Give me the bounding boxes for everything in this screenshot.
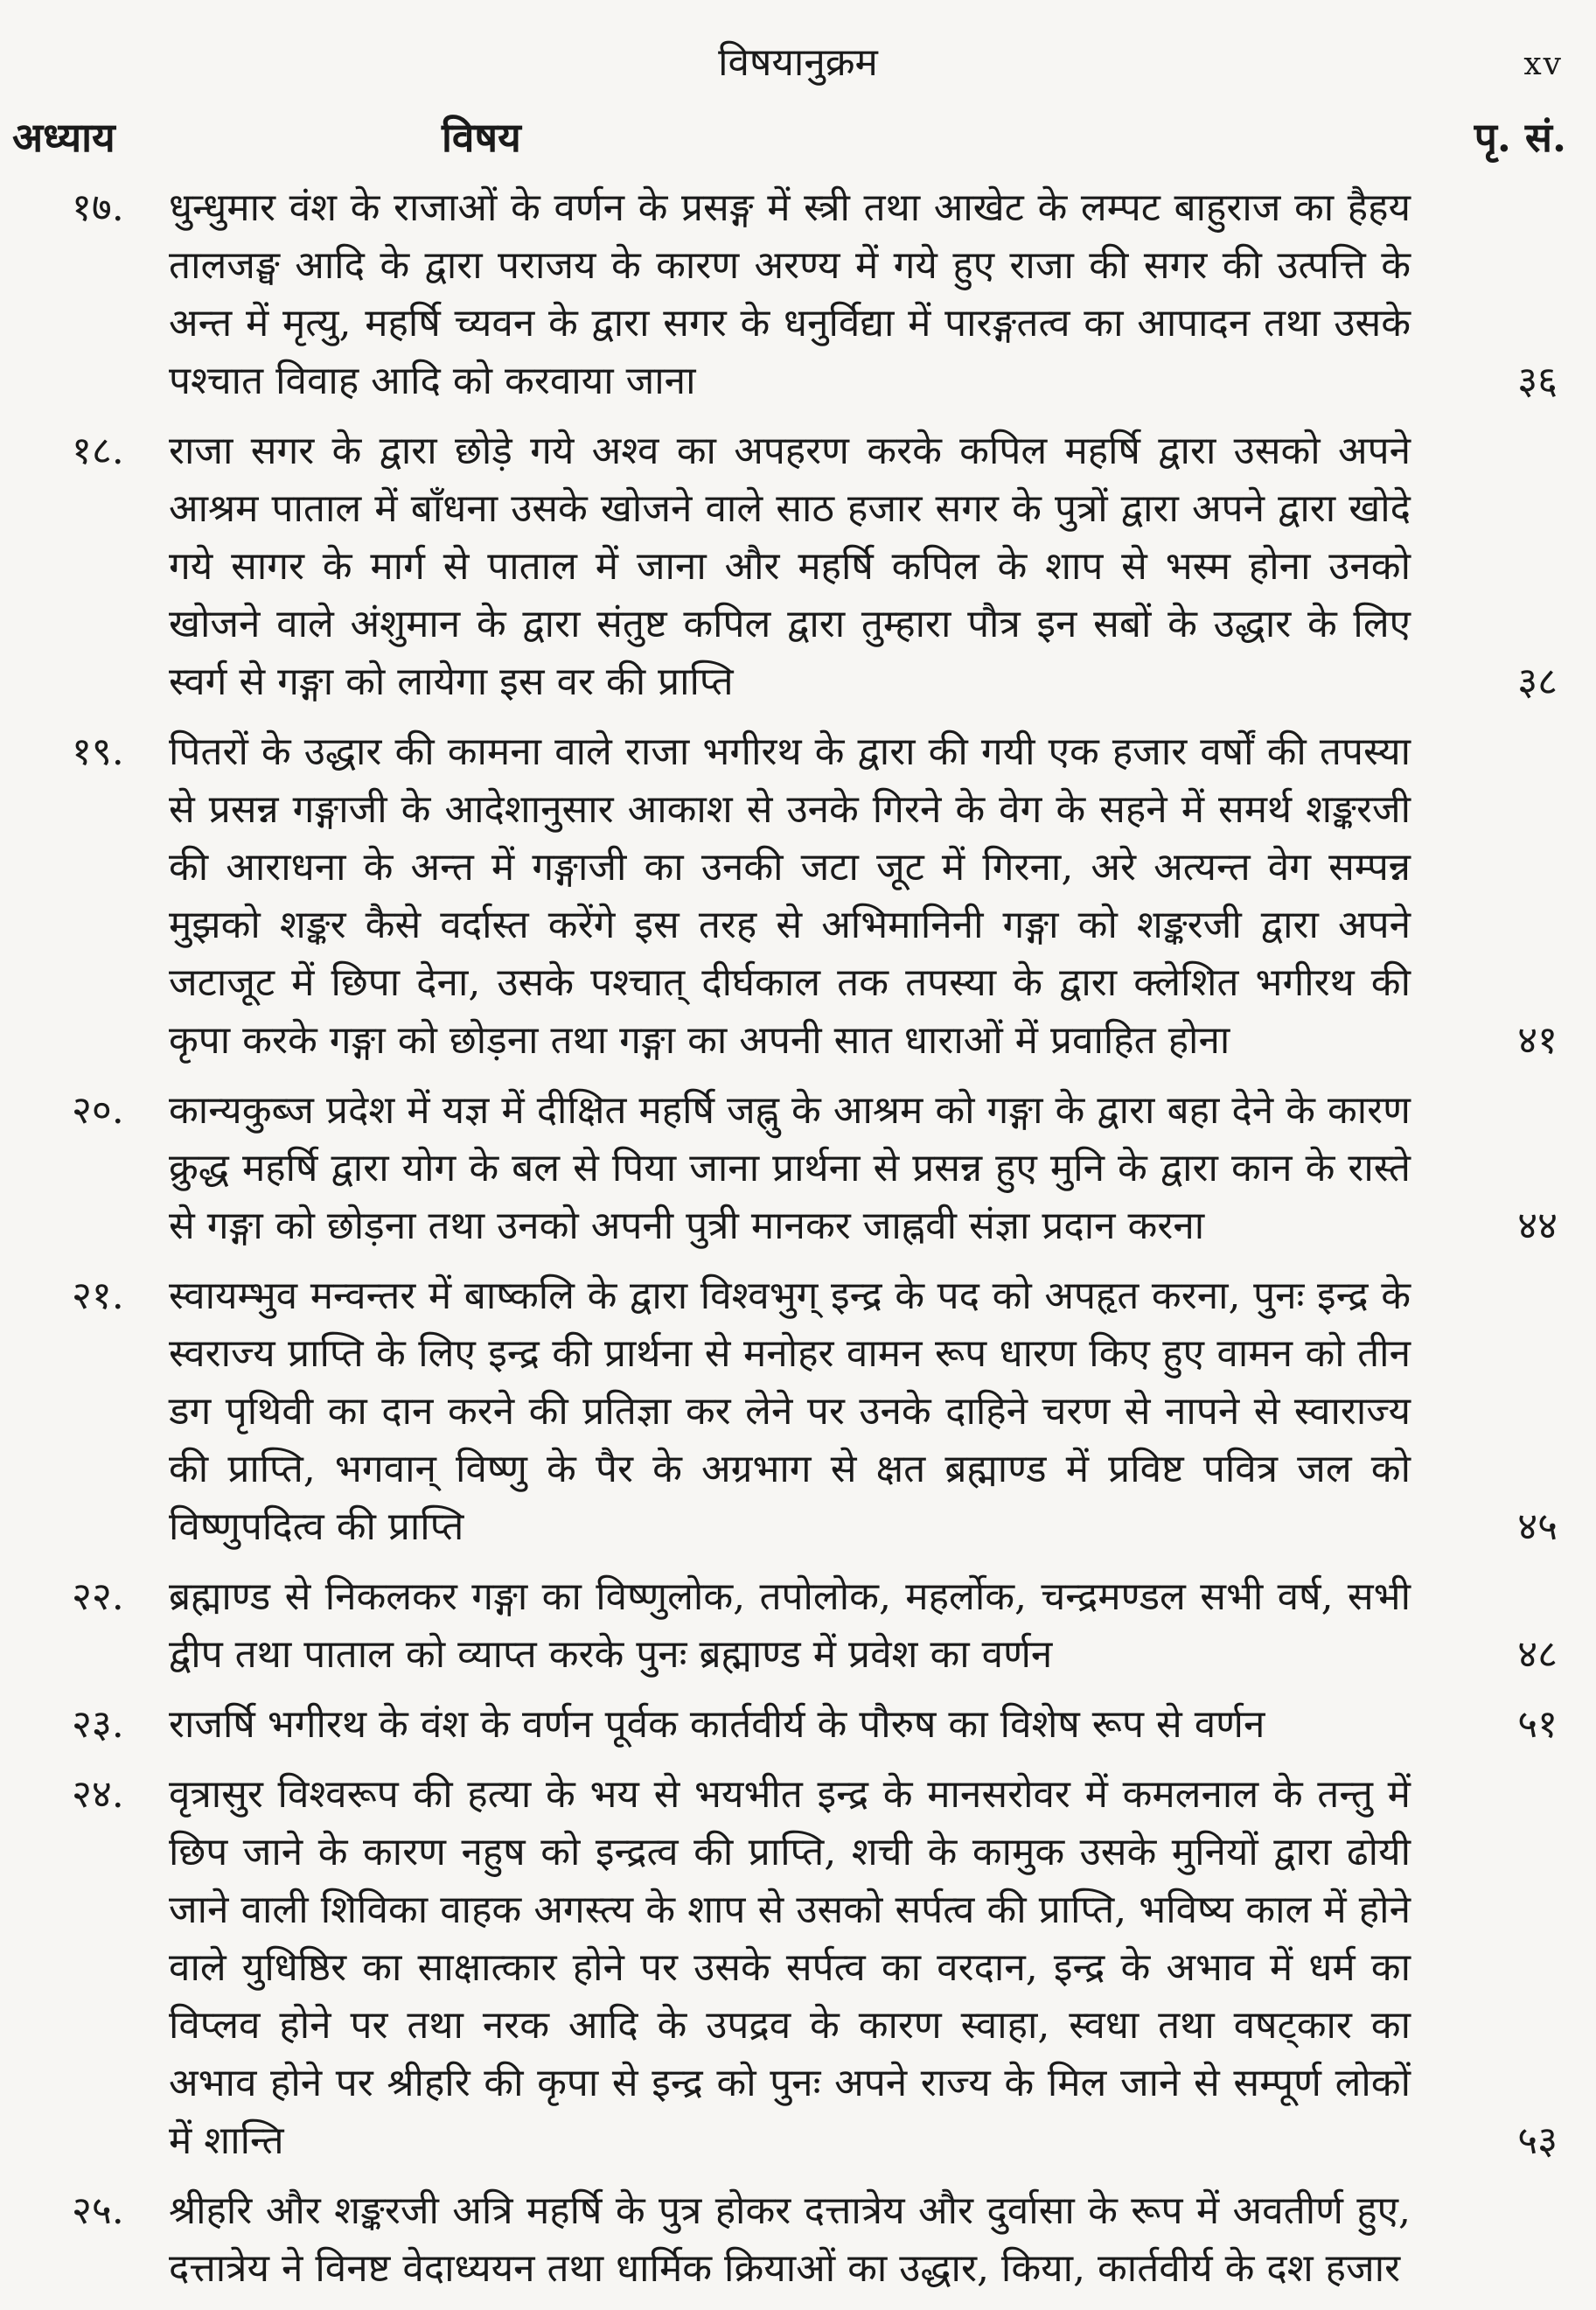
toc-entry [0, 723, 1596, 1070]
chapter-description: राजर्षि भगीरथ के वंश के वर्णन पूर्वक कार्तवीर्य के पौरुष का विशेष रूप से वर्णन [169, 1702, 1265, 1747]
chapter-description: वृत्रासुर विश्वरूप की हत्या के भय से भयभीत इन्द्र के मानसरोवर में कमलनाल के तन्तु में छिप जाने के कारण नहुष को इन्द्रत्व की प्राप्ति, शची के कामुक उसके मुनियों द्वारा ढोयी जाने वाली शिविका वाहक अगस्त्य के शाप से उसको सर्पत्व की प्राप्ति, भविष्य काल में होने वाले युधिष्ठिर का साक्षात्कार होने पर उसके सर्पत्व का वरदान, इन्द्र के अभाव में धर्म का विप्लव होने पर तथा नरक आदि के उपद्रव के कारण स्वाहा, स्वधा तथा वषट्कार का अभाव होने पर श्रीहरि की कृपा से इन्द्र को पुनः अपने राज्य के मिल जाने से सम्पूर्ण लोकों में शान्ति [169, 1772, 1411, 2163]
toc-entry [0, 1766, 1596, 2170]
toc-entry [0, 2182, 1596, 2298]
page-number: xv [1523, 46, 1563, 82]
header-subject: विषय [442, 114, 521, 161]
chapter-page-number: ४५ [1517, 1504, 1558, 1549]
chapter-number: १९. [72, 729, 124, 774]
chapter-description: कान्यकुब्ज प्रदेश में यज्ञ में दीक्षित महर्षि जह्नु के आश्रम को गङ्गा के द्वारा बहा देने के कारण क्रुद्ध महर्षि द्वारा योग के बल से पिया जाना प्रार्थना से प्रसन्न हुए मुनि के द्वारा कान के रास्ते से गङ्गा को छोड़ना तथा उनको अपनी पुत्री मानकर जाह्नवी संज्ञा प्रदान करना [169, 1088, 1411, 1248]
chapter-number: २१. [72, 1274, 124, 1318]
toc-entry [0, 1696, 1596, 1754]
chapter-page-number: ४४ [1517, 1204, 1558, 1248]
chapter-number: १८. [72, 429, 124, 473]
chapter-page-number: ५३ [1517, 2118, 1558, 2163]
toc-entry [0, 422, 1596, 711]
chapter-page-number: ३६ [1517, 359, 1558, 403]
chapter-description: श्रीहरि और शङ्करजी अत्रि महर्षि के पुत्र होकर दत्तात्रेय और दुर्वासा के रूप में अवतीर्ण हुए, दत्तात्रेय ने विनष्ट वेदाध्ययन तथा धार्मिक क्रियाओं का उद्धार, किया, कार्तवीर्य के दश हजार [169, 2188, 1411, 2291]
chapter-page-number: ४८ [1517, 1632, 1558, 1677]
toc-entry [0, 179, 1596, 410]
chapter-number: २५. [72, 2188, 124, 2233]
chapter-description: धुन्धुमार वंश के राजाओं के वर्णन के प्रसङ्ग में स्त्री तथा आखेट के लम्पट बाहुराज का हैहय तालजङ्घ आदि के द्वारा पराजय के कारण अरण्य में गये हुए राजा की सगर की उत्पत्ति के अन्त में मृत्यु, महर्षि च्यवन के द्वारा सगर के धनुर्विद्या में पारङ्गतत्व का आपादन तथा उसके पश्चात विवाह आदि को करवाया जाना [169, 185, 1411, 403]
chapter-number: १७. [72, 185, 124, 230]
chapter-number: २४. [72, 1772, 124, 1817]
chapter-page-number: ३८ [1517, 660, 1558, 704]
toc-entry [0, 1267, 1596, 1556]
toc-entry [0, 1082, 1596, 1255]
chapter-description: राजा सगर के द्वारा छोड़े गये अश्व का अपहरण करके कपिल महर्षि द्वारा उसको अपने आश्रम पाताल में बाँधना उसके खोजने वाले साठ हजार सगर के पुत्रों द्वारा अपने द्वारा खोदे गये सागर के मार्ग से पाताल में जाना और महर्षि कपिल के शाप से भस्म होना उनको खोजने वाले अंशुमान के द्वारा संतुष्ट कपिल द्वारा तुम्हारा पौत्र इन सबों के उद्धार के लिए स्वर्ग से गङ्गा को लायेगा इस वर की प्राप्ति [169, 429, 1411, 704]
chapter-number: २२. [72, 1574, 124, 1619]
chapter-description: ब्रह्माण्ड से निकलकर गङ्गा का विष्णुलोक, तपोलोक, महर्लोक, चन्द्रमण्डल सभी वर्ष, सभी द्वीप तथा पाताल को व्याप्त करके पुनः ब्रह्माण्ड में प्रवेश का वर्णन [169, 1574, 1411, 1677]
toc-entry [0, 1568, 1596, 1684]
toc-header-row [0, 107, 1596, 168]
chapter-number: २३. [72, 1702, 124, 1747]
header-page: पृ. सं. [1474, 114, 1566, 161]
chapter-page-number: ५१ [1517, 1702, 1558, 1747]
chapter-page-number: ४१ [1517, 1018, 1558, 1063]
running-title: विषयानुक्रम [718, 40, 878, 85]
chapter-description: स्वायम्भुव मन्वन्तर में बाष्कलि के द्वारा विश्वभुग् इन्द्र के पद को अपहृत करना, पुनः इन्द्र के स्वराज्य प्राप्ति के लिए इन्द्र की प्रार्थना से मनोहर वामन रूप धारण किए हुए वामन को तीन डग पृथिवी का दान करने की प्रतिज्ञा कर लेने पर उनके दाहिने चरण से नापने से स्वाराज्य की प्राप्ति, भगवान् विष्णु के पैर के अग्रभाग से क्षत ब्रह्माण्ड में प्रविष्ट पवित्र जल को विष्णुपदित्व की प्राप्ति [169, 1274, 1411, 1549]
chapter-number: २०. [72, 1088, 124, 1133]
chapter-description: पितरों के उद्धार की कामना वाले राजा भगीरथ के द्वारा की गयी एक हजार वर्षों की तपस्या से प्रसन्न गङ्गाजी के आदेशानुसार आकाश से उनके गिरने के वेग के सहने में समर्थ शङ्करजी की आराधना के अन्त में गङ्गाजी का उनकी जटा जूट में गिरना, अरे अत्यन्त वेग सम्पन्न मुझको शङ्कर कैसे वर्दास्त करेंगे इस तरह से अभिमानिनी गङ्गा को शङ्करजी द्वारा अपने जटाजूट में छिपा देना, उसके पश्चात् दीर्घकाल तक तपस्या के द्वारा क्लेशित भगीरथ की कृपा करके गङ्गा को छोड़ना तथा गङ्गा का अपनी सात धाराओं में प्रवाहित होना [169, 729, 1411, 1063]
header-chapter: अध्याय [12, 114, 115, 161]
table-of-contents [0, 179, 1596, 2310]
